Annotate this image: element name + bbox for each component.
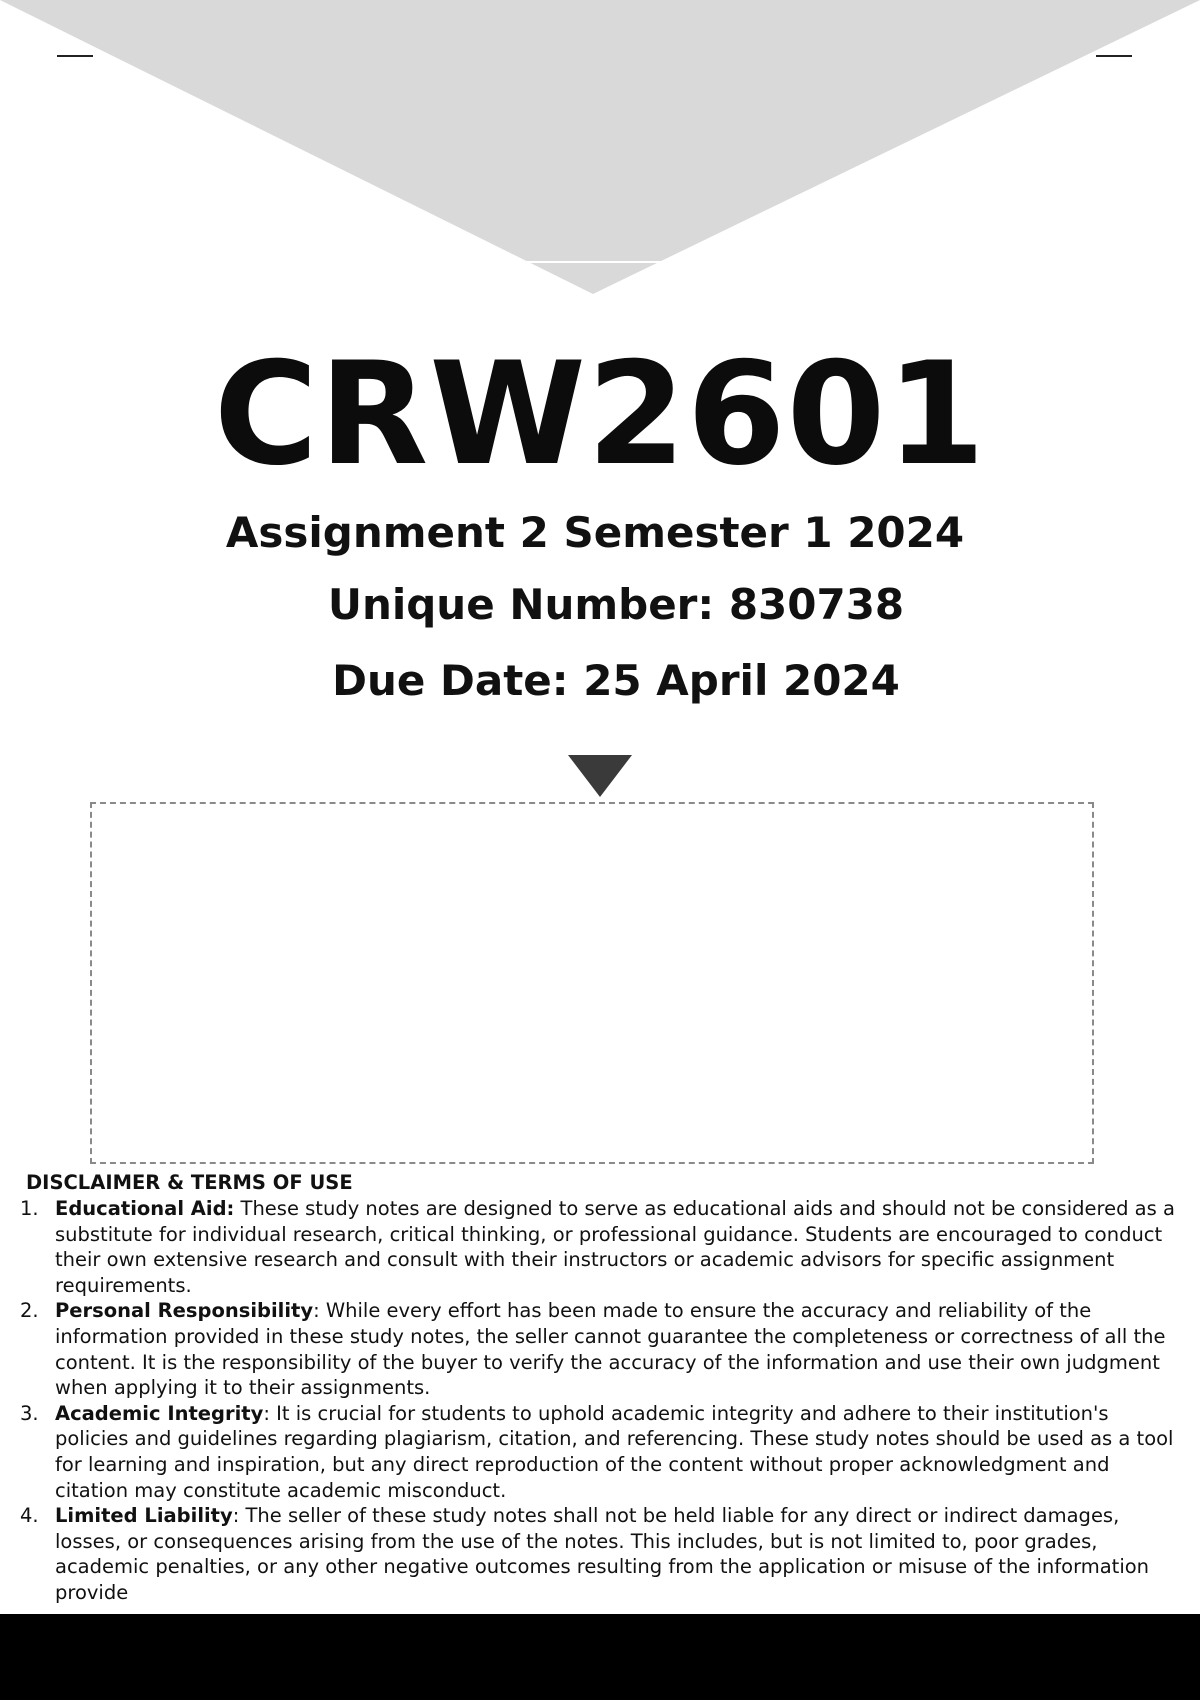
terms-item-limited-liability (20, 1503, 1185, 1605)
terms-item-title: Limited Liability (55, 1504, 233, 1528)
terms-item-title: Academic Integrity (55, 1401, 264, 1425)
image-placeholder-box (90, 802, 1094, 1164)
unique-number: Unique Number: 830738 (327, 580, 905, 629)
corner-mark-left (57, 55, 93, 57)
terms-item-text: : The seller of these study notes shall not be held liable for any direct or indirect damages, losses, or consequences arising from the use of the notes. This includes, but is not limited to, poor grades, academic penalties, or any other negative outcomes resulting from the application or misuse of the information provide (55, 1504, 1150, 1604)
terms-item-title: Personal Responsibility (55, 1299, 314, 1323)
disclaimer-list (20, 1196, 1185, 1606)
terms-item-number: 1. (20, 1197, 39, 1220)
terms-item-number: 2. (20, 1299, 39, 1323)
disclaimer-section (20, 1170, 1185, 1606)
terms-item-title: Educational Aid: (55, 1197, 235, 1220)
footer-bar (0, 1614, 1200, 1700)
terms-item-academic-integrity (20, 1401, 1185, 1503)
terms-item-educational-aid (20, 1196, 1185, 1298)
assignment-subtitle: Assignment 2 Semester 1 2024 (225, 508, 965, 557)
terms-item-personal-responsibility (20, 1298, 1185, 1400)
terms-item-text: These study notes are designed to serve as educational aids and should not be considered as a substitute for individual research, critical thinking, or professional guidance. Students are encouraged to conduct their own extensive research and consult with their instructors or academic advisors for specific assignment requirements. (55, 1197, 1175, 1297)
corner-mark-right (1096, 55, 1132, 57)
due-date: Due Date: 25 April 2024 (332, 656, 900, 705)
disclaimer-heading: DISCLAIMER & TERMS OF USE (26, 1171, 353, 1194)
terms-item-number: 4. (20, 1504, 39, 1528)
terms-item-number: 3. (20, 1401, 39, 1425)
terms-item-text: : It is crucial for students to uphold academic integrity and adhere to their institution's policies and guidelines regarding plagiarism, citation, and referencing. These study notes should be used as a tool for learning and inspiration, but any direct reproduction of the content without proper acknowledgment and citation may constitute academic misconduct. (55, 1401, 1174, 1502)
course-code-title: CRW2601 (213, 332, 987, 497)
chevron-banner (0, 0, 1200, 300)
terms-item-text: : While every effort has been made to ensure the accuracy and reliability of the information provided in these study notes, the seller cannot guarantee the completeness or correctness of all the content. It is the responsibility of the buyer to verify the accuracy of the information and use their own judgment when applying it to their assignments. (55, 1299, 1166, 1400)
down-arrow-icon (568, 755, 632, 797)
